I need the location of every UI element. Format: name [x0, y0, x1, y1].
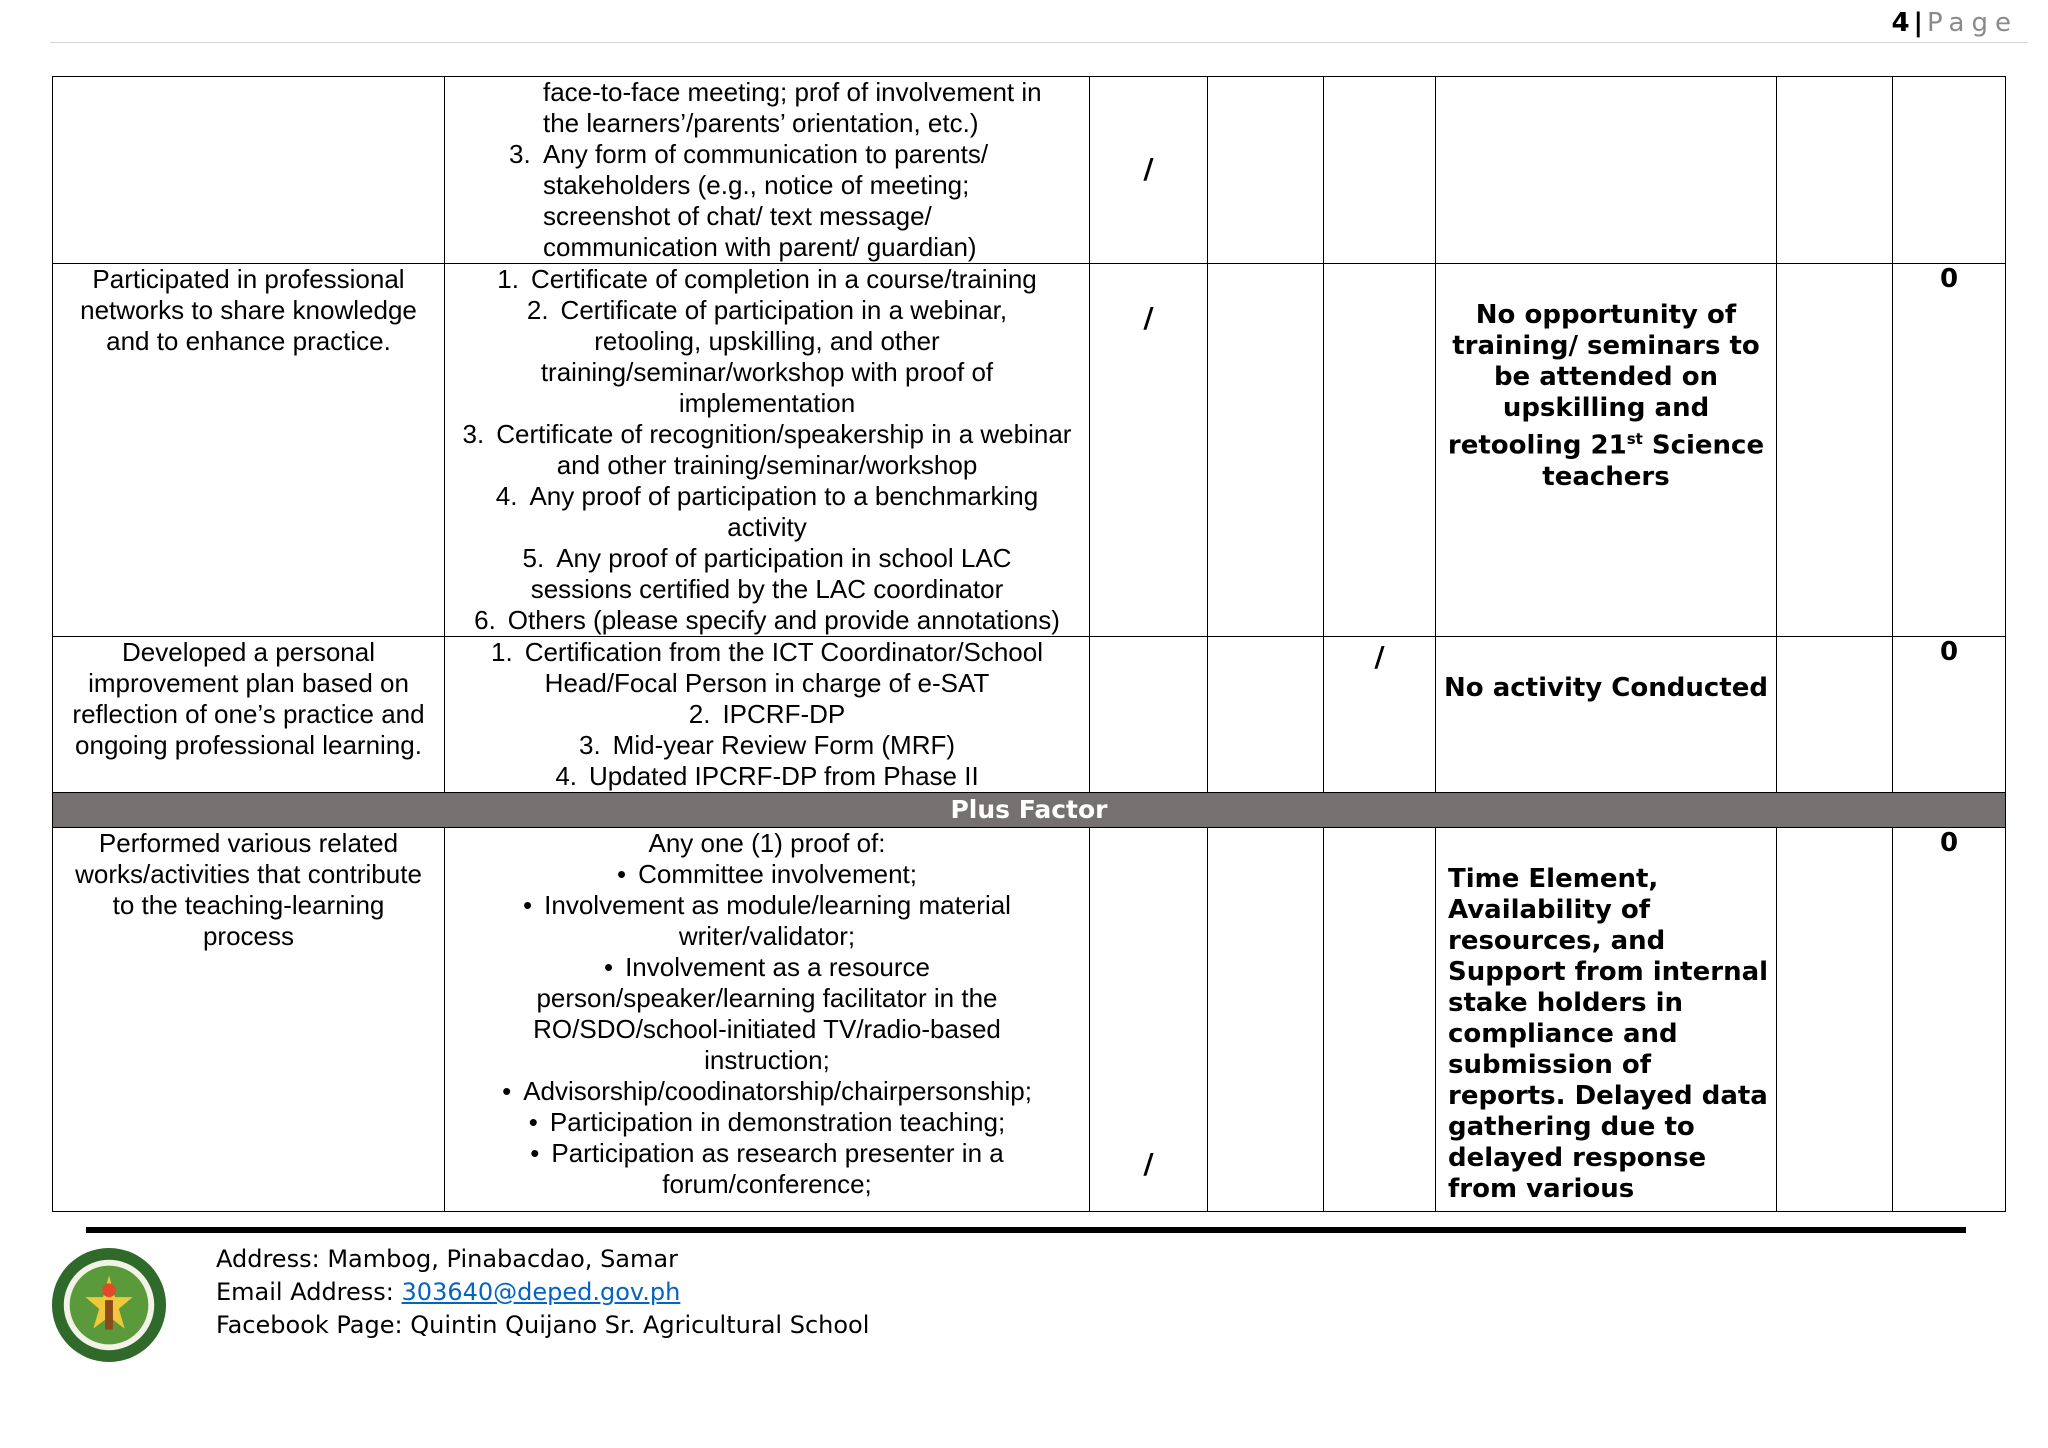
checkmark: / [1143, 152, 1154, 185]
address-value: Mambog, Pinabacdao, Samar [327, 1245, 678, 1273]
rating-cell [1090, 828, 1208, 1212]
remarks-cell [1436, 828, 1777, 1212]
remarks-cell [1436, 264, 1777, 637]
list-text: IPCRF-DP [722, 699, 846, 729]
list-item [453, 730, 1081, 761]
remarks-cell [1436, 77, 1777, 264]
footer-facebook [216, 1309, 869, 1342]
plus-factor-header [53, 793, 2006, 828]
rating-cell [1208, 264, 1324, 637]
list-number: 5. [522, 543, 545, 573]
list-number: 3. [462, 419, 485, 449]
remarks-text: No activity Conducted [1444, 673, 1768, 703]
movs-cell [445, 77, 1090, 264]
indicator-cell: Participated in professional networks to share knowledge and to enhance practice. [53, 264, 445, 637]
remarks-cell [1436, 637, 1777, 793]
list-text: Any proof of participation to a benchmarking activity [529, 481, 1039, 542]
rating-cell [1324, 637, 1436, 793]
page-number-separator: | [1913, 8, 1924, 38]
list-text: Involvement as a resource person/speaker/learning facilitator in the RO/SDO/school-initiated TV/radio-based instruction; [533, 952, 1001, 1075]
movs-cell [445, 637, 1090, 793]
bullet: • [502, 1076, 512, 1106]
list-number: 2. [688, 699, 711, 729]
rating-cell [1208, 637, 1324, 793]
list-text: Participation as research presenter in a forum/conference; [551, 1138, 1004, 1199]
movs-continued-text: face-to-face meeting; prof of involvement in the learners’/parents’ orientation, etc.) [543, 77, 1042, 138]
list-number: 6. [474, 605, 496, 635]
rating-cell [1090, 77, 1208, 264]
blank-cell [1777, 828, 1893, 1212]
checkmark: / [1143, 301, 1154, 334]
rating-table [52, 76, 2006, 1212]
list-text: Any proof of participation in school LAC sessions certified by the LAC coordinator [530, 543, 1012, 604]
list-number: 3. [509, 139, 531, 169]
footer-contact [216, 1243, 869, 1342]
list-item [453, 543, 1081, 605]
rating-cell [1090, 264, 1208, 637]
list-text: Certificate of completion in a course/training [530, 264, 1037, 294]
table-row [53, 77, 2006, 264]
bullet: • [523, 890, 533, 920]
list-number: 1. [497, 264, 519, 294]
indicator-cell [53, 77, 445, 264]
list-item [453, 264, 1081, 295]
blank-cell [1777, 637, 1893, 793]
rating-cell [1324, 264, 1436, 637]
remarks-text: Time Element, Availability of resources, and Support from internal stake holders in compliance and submission of reports. Delayed data gathering due to delayed response from various [1448, 864, 1769, 1204]
table-row [53, 264, 2006, 637]
footer-email [216, 1276, 869, 1309]
table-row [53, 828, 2006, 1212]
list-number: 4. [555, 761, 577, 791]
email-label: Email Address: [216, 1278, 394, 1306]
list-text: Advisorship/coodinatorship/chairpersonship; [523, 1076, 1032, 1106]
movs-cell [445, 828, 1090, 1212]
score-cell: 0 [1893, 828, 2006, 1212]
facebook-value: Quintin Quijano Sr. Agricultural School [410, 1311, 870, 1339]
checkmark: / [1374, 640, 1385, 673]
list-text: Mid-year Review Form (MRF) [612, 730, 956, 760]
score-cell [1893, 77, 2006, 264]
page-number [1891, 8, 2018, 38]
rating-cell [1324, 828, 1436, 1212]
list-item [453, 859, 1081, 890]
list-item [453, 1138, 1081, 1200]
list-item [453, 1107, 1081, 1138]
list-item [453, 1076, 1081, 1107]
movs-cell [445, 264, 1090, 637]
list-number: 1. [491, 637, 513, 667]
rating-cell [1090, 637, 1208, 793]
list-item [453, 481, 1081, 543]
table-row [53, 637, 2006, 793]
list-text: Committee involvement; [638, 859, 917, 889]
list-text: Any form of communication to parents/ stakeholders (e.g., notice of meeting; screenshot of chat/ text message/ communication with parent/ guardian) [543, 139, 989, 262]
list-text: Updated IPCRF-DP from Phase II [589, 761, 979, 791]
score-cell: 0 [1893, 637, 2006, 793]
email-link[interactable]: 303640@deped.gov.ph [401, 1278, 681, 1306]
remarks-text: Science teachers [1542, 430, 1765, 492]
list-number: 2. [526, 295, 549, 325]
rating-cell [1208, 77, 1324, 264]
rating-cell [1208, 828, 1324, 1212]
checkmark: / [1143, 1147, 1154, 1180]
list-number: 4. [495, 481, 518, 511]
list-text: Certification from the ICT Coordinator/School Head/Focal Person in charge of e-SAT [524, 637, 1043, 698]
list-item [453, 605, 1081, 636]
list-item [453, 637, 1081, 699]
page-word: Page [1927, 8, 2018, 38]
plus-factor-title: Plus Factor [53, 793, 2006, 828]
school-seal-icon [50, 1246, 168, 1364]
list-text: Participation in demonstration teaching; [549, 1107, 1006, 1137]
list-item [453, 419, 1081, 481]
movs-intro: Any one (1) proof of: [648, 828, 886, 858]
indicator-cell: Performed various related works/activities that contribute to the teaching-learning process [53, 828, 445, 1212]
remarks-text: No opportunity of training/ seminars to be attended on upskilling and retooling 21 [1447, 300, 1760, 461]
page-number-value: 4 [1891, 8, 1910, 38]
bullet: • [530, 1138, 540, 1168]
list-item [453, 952, 1081, 1076]
indicator-cell: Developed a personal improvement plan based on reflection of one’s practice and ongoing professional learning. [53, 637, 445, 793]
bullet: • [528, 1107, 538, 1137]
rating-cell [1324, 77, 1436, 264]
footer-rule [86, 1227, 1966, 1233]
list-number: 3. [578, 730, 601, 760]
list-item [453, 139, 1081, 263]
list-item [453, 699, 1081, 730]
list-text: Involvement as module/learning material writer/validator; [544, 890, 1011, 951]
header-rule [50, 42, 2028, 43]
list-item [453, 890, 1081, 952]
remarks-superscript: st [1626, 430, 1643, 448]
address-label: Address: [216, 1245, 320, 1273]
footer-address [216, 1243, 869, 1276]
list-text: Certificate of participation in a webinar, retooling, upskilling, and other training/seminar/workshop with proof of implementation [540, 295, 1008, 418]
blank-cell [1777, 77, 1893, 264]
list-text: Certificate of recognition/speakership in a webinar and other training/seminar/workshop [496, 419, 1072, 480]
list-text: Others (please specify and provide annotations) [507, 605, 1060, 635]
bullet: • [617, 859, 627, 889]
list-item [453, 295, 1081, 419]
facebook-label: Facebook Page: [216, 1311, 403, 1339]
bullet: • [603, 952, 614, 982]
score-cell: 0 [1893, 264, 2006, 637]
blank-cell [1777, 264, 1893, 637]
list-item [453, 761, 1081, 792]
